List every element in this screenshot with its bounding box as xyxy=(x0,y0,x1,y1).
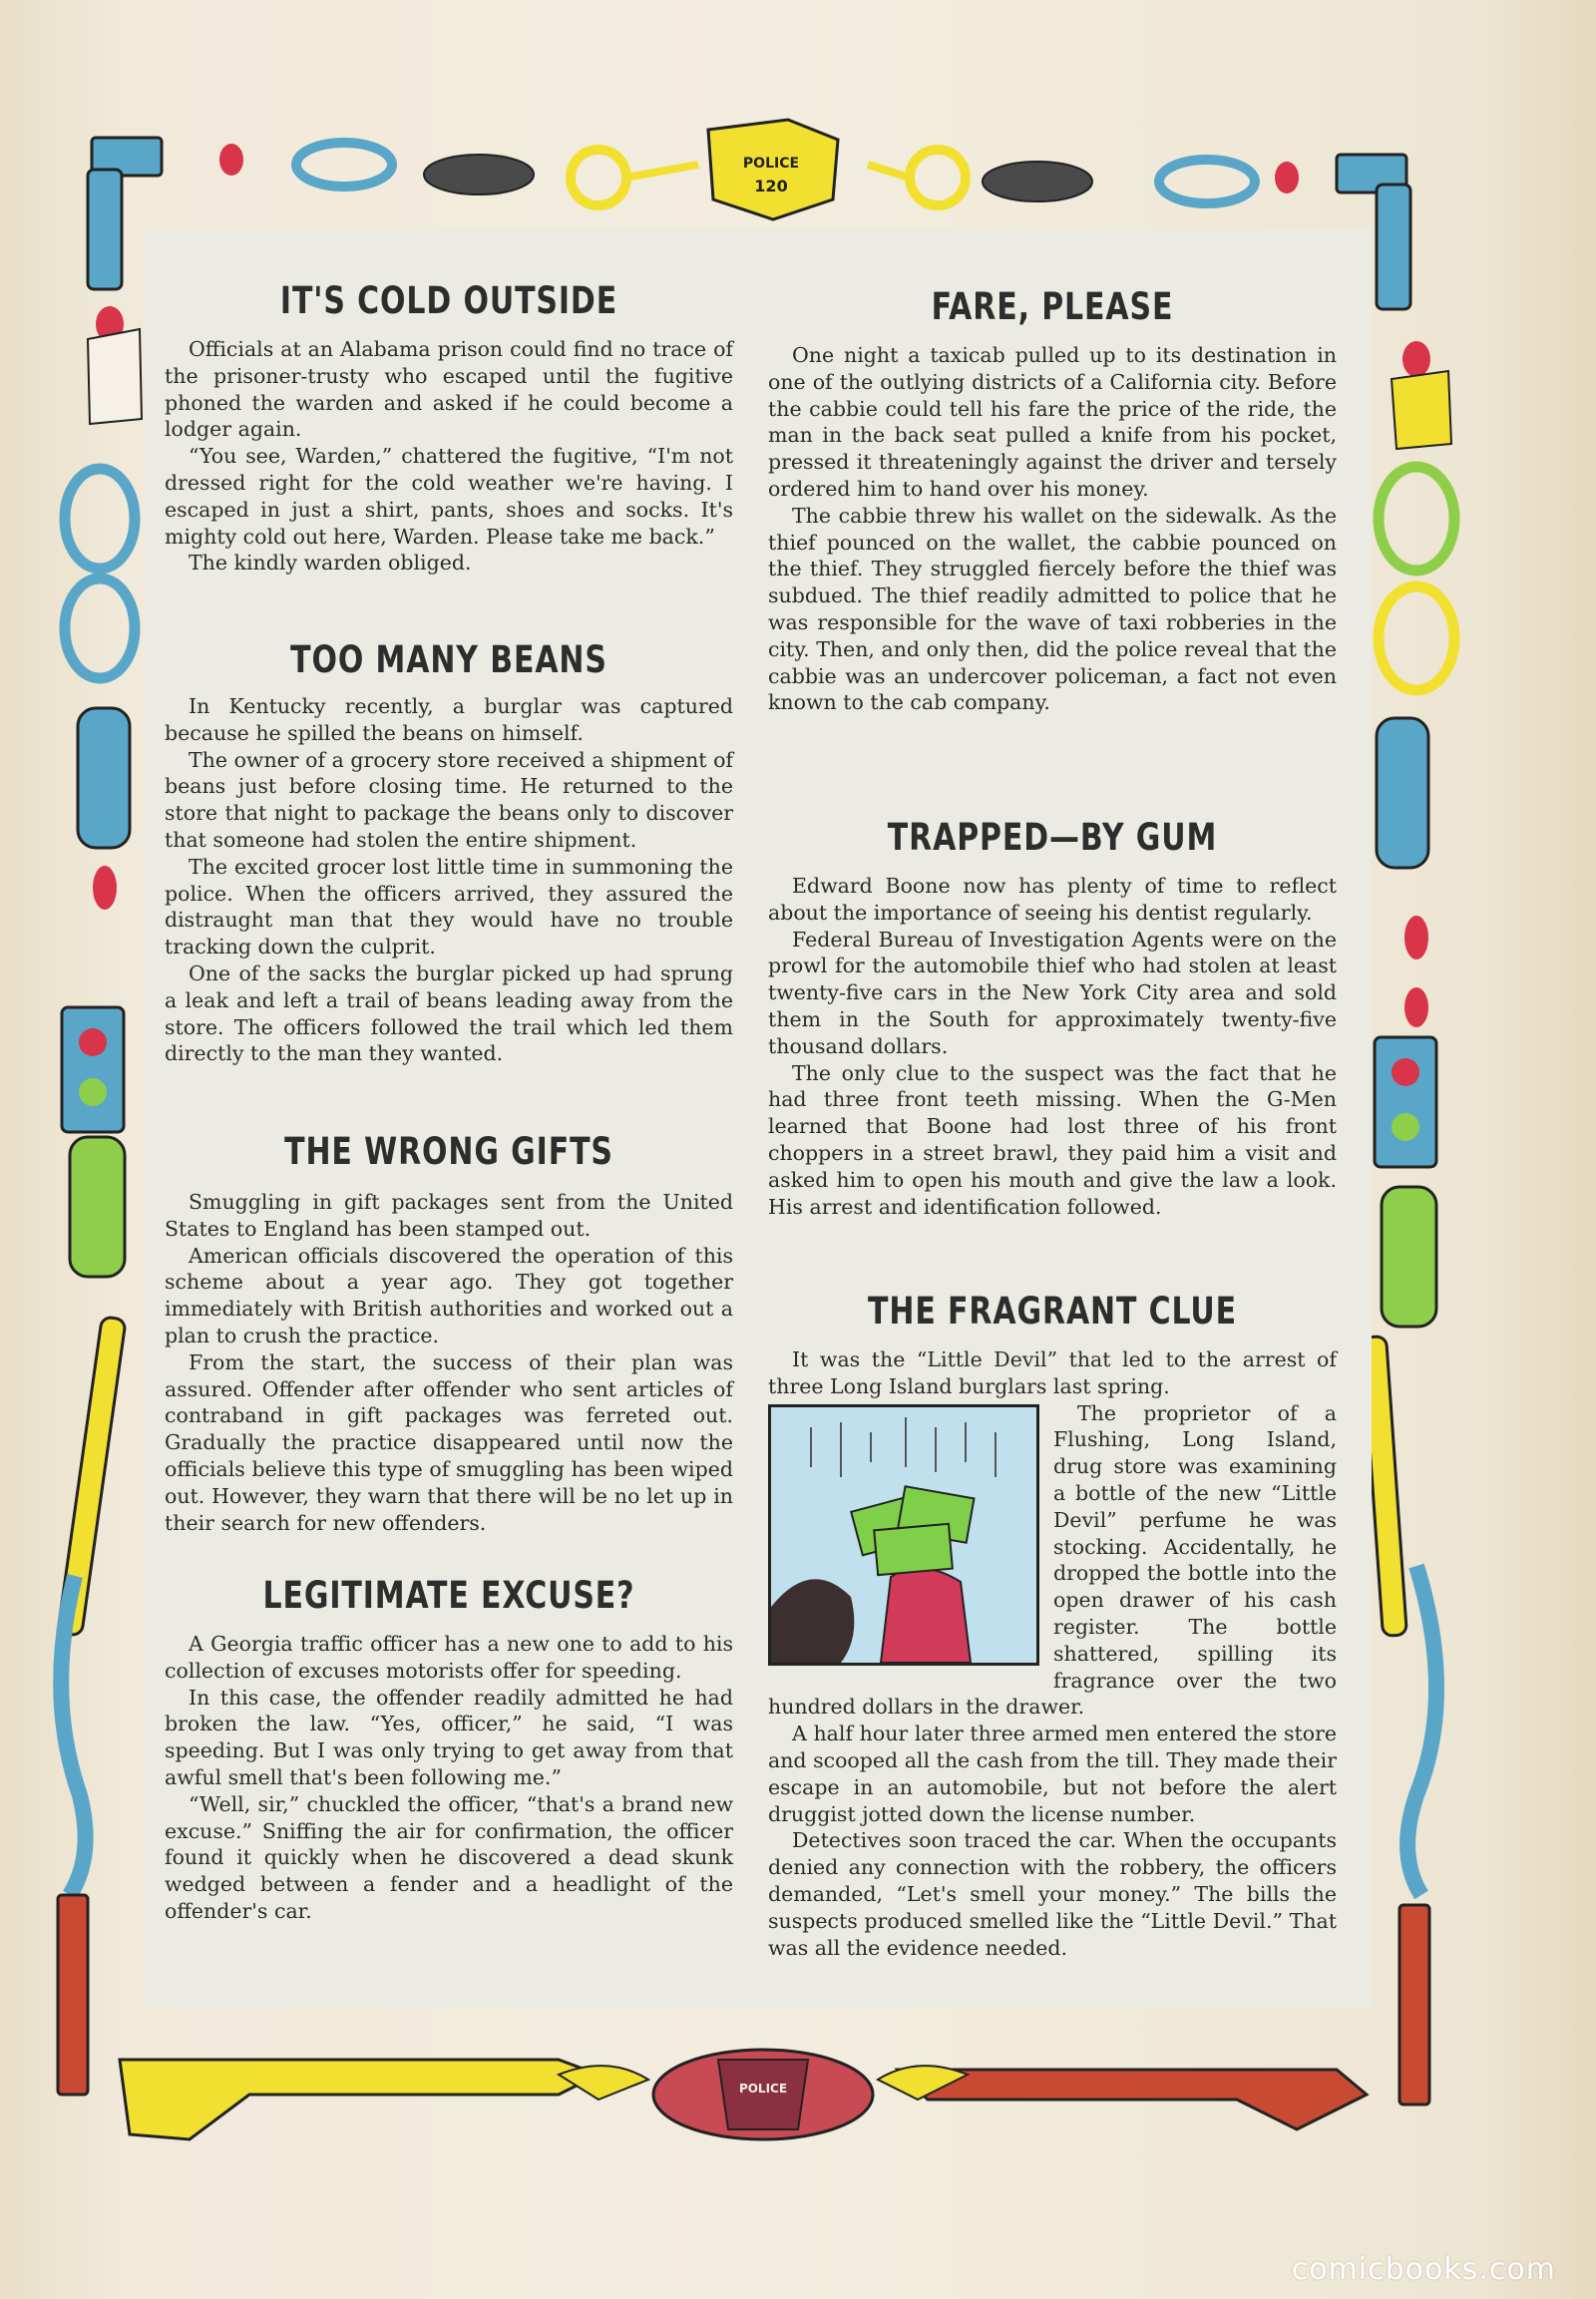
story-paragraph: In this case, the offender readily admitted he had broken the law. “Yes, officer,” he said, “I was speeding. But I was only trying to get away from that awful smell that's been following me.” xyxy=(165,1685,733,1789)
story-paragraph: The only clue to the suspect was the fact that he had three front teeth missing. When the G-Men learned that Boone had lost three of his front choppers in a street brawl, they paid him a visit and asked him to open his mouth and give the law a look. His arrest and identification followed. xyxy=(768,1060,1337,1219)
story-paragraph: “Well, sir,” chuckled the officer, “that's a brand new excuse.” Sniffing the air for confirmation, the officer found it quickly when he discovered a dead skunk wedged between a fender and a headlight of the offender's car. xyxy=(165,1791,733,1923)
story-paragraph: Federal Bureau of Investigation Agents were on the prowl for the automobile thief who had stolen at least twenty-five cars in the New York City area and sold them in the South for approximately twenty-five thousand dollars. xyxy=(768,927,1337,1058)
story-its-cold-outside xyxy=(165,279,733,576)
story-trapped-by-gum xyxy=(768,816,1337,1220)
site-watermark: comicbooks.com xyxy=(1291,2252,1556,2287)
story-paragraph: A Georgia traffic officer has a new one to add to his collection of excuses motorists offer for speeding. xyxy=(165,1632,733,1683)
story-paragraph: The owner of a grocery store received a shipment of beans just before closing time. He returned to the store that night to package the beans only to discover that someone had stolen the entire shipment. xyxy=(165,747,733,852)
story-paragraph: From the start, the success of their plan was assured. Offender after offender who sent articles of contraband in gift packages was ferreted out. Gradually the practice disappeared until now the officials believe this type of smuggling has been wiped out. However, they warn that there will be no let up in their search for new offenders. xyxy=(165,1349,733,1535)
story-paragraph: A half hour later three armed men entered the store and scooped all the cash from the till. They made their escape in an automobile, but not before the alert druggist jotted down the license number. xyxy=(768,1722,1337,1826)
story-paragraph: One of the sacks the burglar picked up had sprung a leak and left a trail of beans leading away from the store. The officers followed the trail which led them directly to the man they wanted. xyxy=(165,960,733,1066)
police-badge-icon xyxy=(653,2050,873,2139)
story-paragraph: It was the “Little Devil” that led to the arrest of three Long Island burglars last spring. xyxy=(768,1347,1337,1398)
story-the-wrong-gifts xyxy=(165,1130,733,1536)
money-illustration xyxy=(768,1404,1039,1666)
article-panel xyxy=(145,227,1372,2008)
svg-text:POLICE: POLICE xyxy=(742,156,800,172)
story-paragraph: The cabbie threw his wallet on the sidewalk. As the thief pounced on the wallet, the cabbie pounced on the thief. They struggled fiercely before the thief was subdued. The thief readily admitted to police that he was responsible for the wave of taxi robberies in the city. Then, and only then, did the police reveal that the cabbie was an undercover policeman, a fact not even known to the cab company. xyxy=(768,503,1337,715)
story-headline: TOO MANY BEANS xyxy=(290,638,607,681)
story-paragraph: Detectives soon traced the car. When the occupants denied any connection with the robbery, the officers demanded, “Let's smell your money.” The bills the suspects produced smelled like the “Little Devil.” That was all the evidence needed. xyxy=(768,1828,1337,1960)
story-paragraph: One night a taxicab pulled up to its destination in one of the outlying districts of a California city. Before the cabbie could tell his fare the price of the ride, the man in the back seat pulled a knife from his pocket, pressed it threateningly against the driver and tersely ordered him to hand over his money. xyxy=(768,343,1337,501)
story-headline: LEGITIMATE EXCUSE? xyxy=(262,1574,635,1617)
story-paragraph: Edward Boone now has plenty of time to reflect about the importance of seeing his dentist regularly. xyxy=(768,874,1337,925)
story-headline: THE FRAGRANT CLUE xyxy=(868,1290,1237,1333)
story-headline: TRAPPED—BY GUM xyxy=(887,816,1218,859)
svg-text:120: 120 xyxy=(754,177,788,195)
story-paragraph: “You see, Warden,” chattered the fugitive, “I'm not dressed right for the cold weather we're having. I escaped in just a shirt, pants, shoes and socks. It's mighty cold out here, Warden. Please take me back.” xyxy=(165,444,733,549)
story-the-fragrant-clue xyxy=(768,1290,1337,1961)
story-paragraph: Smuggling in gift packages sent from the United States to England has been stamped out. xyxy=(165,1190,733,1241)
story-paragraph: The excited grocer lost little time in summoning the police. When the officers arrived, they assured the distraught man that they would have no trouble tracking down the culprit. xyxy=(165,854,733,959)
story-fare-please xyxy=(768,285,1337,716)
police-badge-icon xyxy=(708,120,838,219)
story-paragraph: In Kentucky recently, a burglar was captured because he spilled the beans on himself. xyxy=(165,694,733,745)
story-paragraph: The kindly warden obliged. xyxy=(189,551,472,575)
svg-text:POLICE: POLICE xyxy=(738,2082,788,2096)
story-headline: IT'S COLD OUTSIDE xyxy=(279,279,618,322)
story-paragraph: The proprietor of a Flushing, Long Island, drug store was examining a bottle of the new “Little Devil” perfume he was stocking. Accidentally, he dropped the bottle into the open drawer of his cash register. The bottle shattered, spilling its fragrance over the two hundred dollars in the drawer. xyxy=(768,1400,1337,1720)
story-headline: THE WRONG GIFTS xyxy=(284,1130,613,1173)
story-legitimate-excuse xyxy=(165,1574,733,1925)
story-paragraph: American officials discovered the operation of this scheme about a year ago. They got together immediately with British authorities and worked out a plan to crush the practice. xyxy=(165,1243,733,1347)
story-headline: FARE, PLEASE xyxy=(931,285,1174,328)
story-too-many-beans xyxy=(165,638,733,1067)
story-paragraph: Officials at an Alabama prison could find no trace of the prisoner-trusty who escaped until the fugitive phoned the warden and asked if he could become a lodger again. xyxy=(165,337,733,442)
